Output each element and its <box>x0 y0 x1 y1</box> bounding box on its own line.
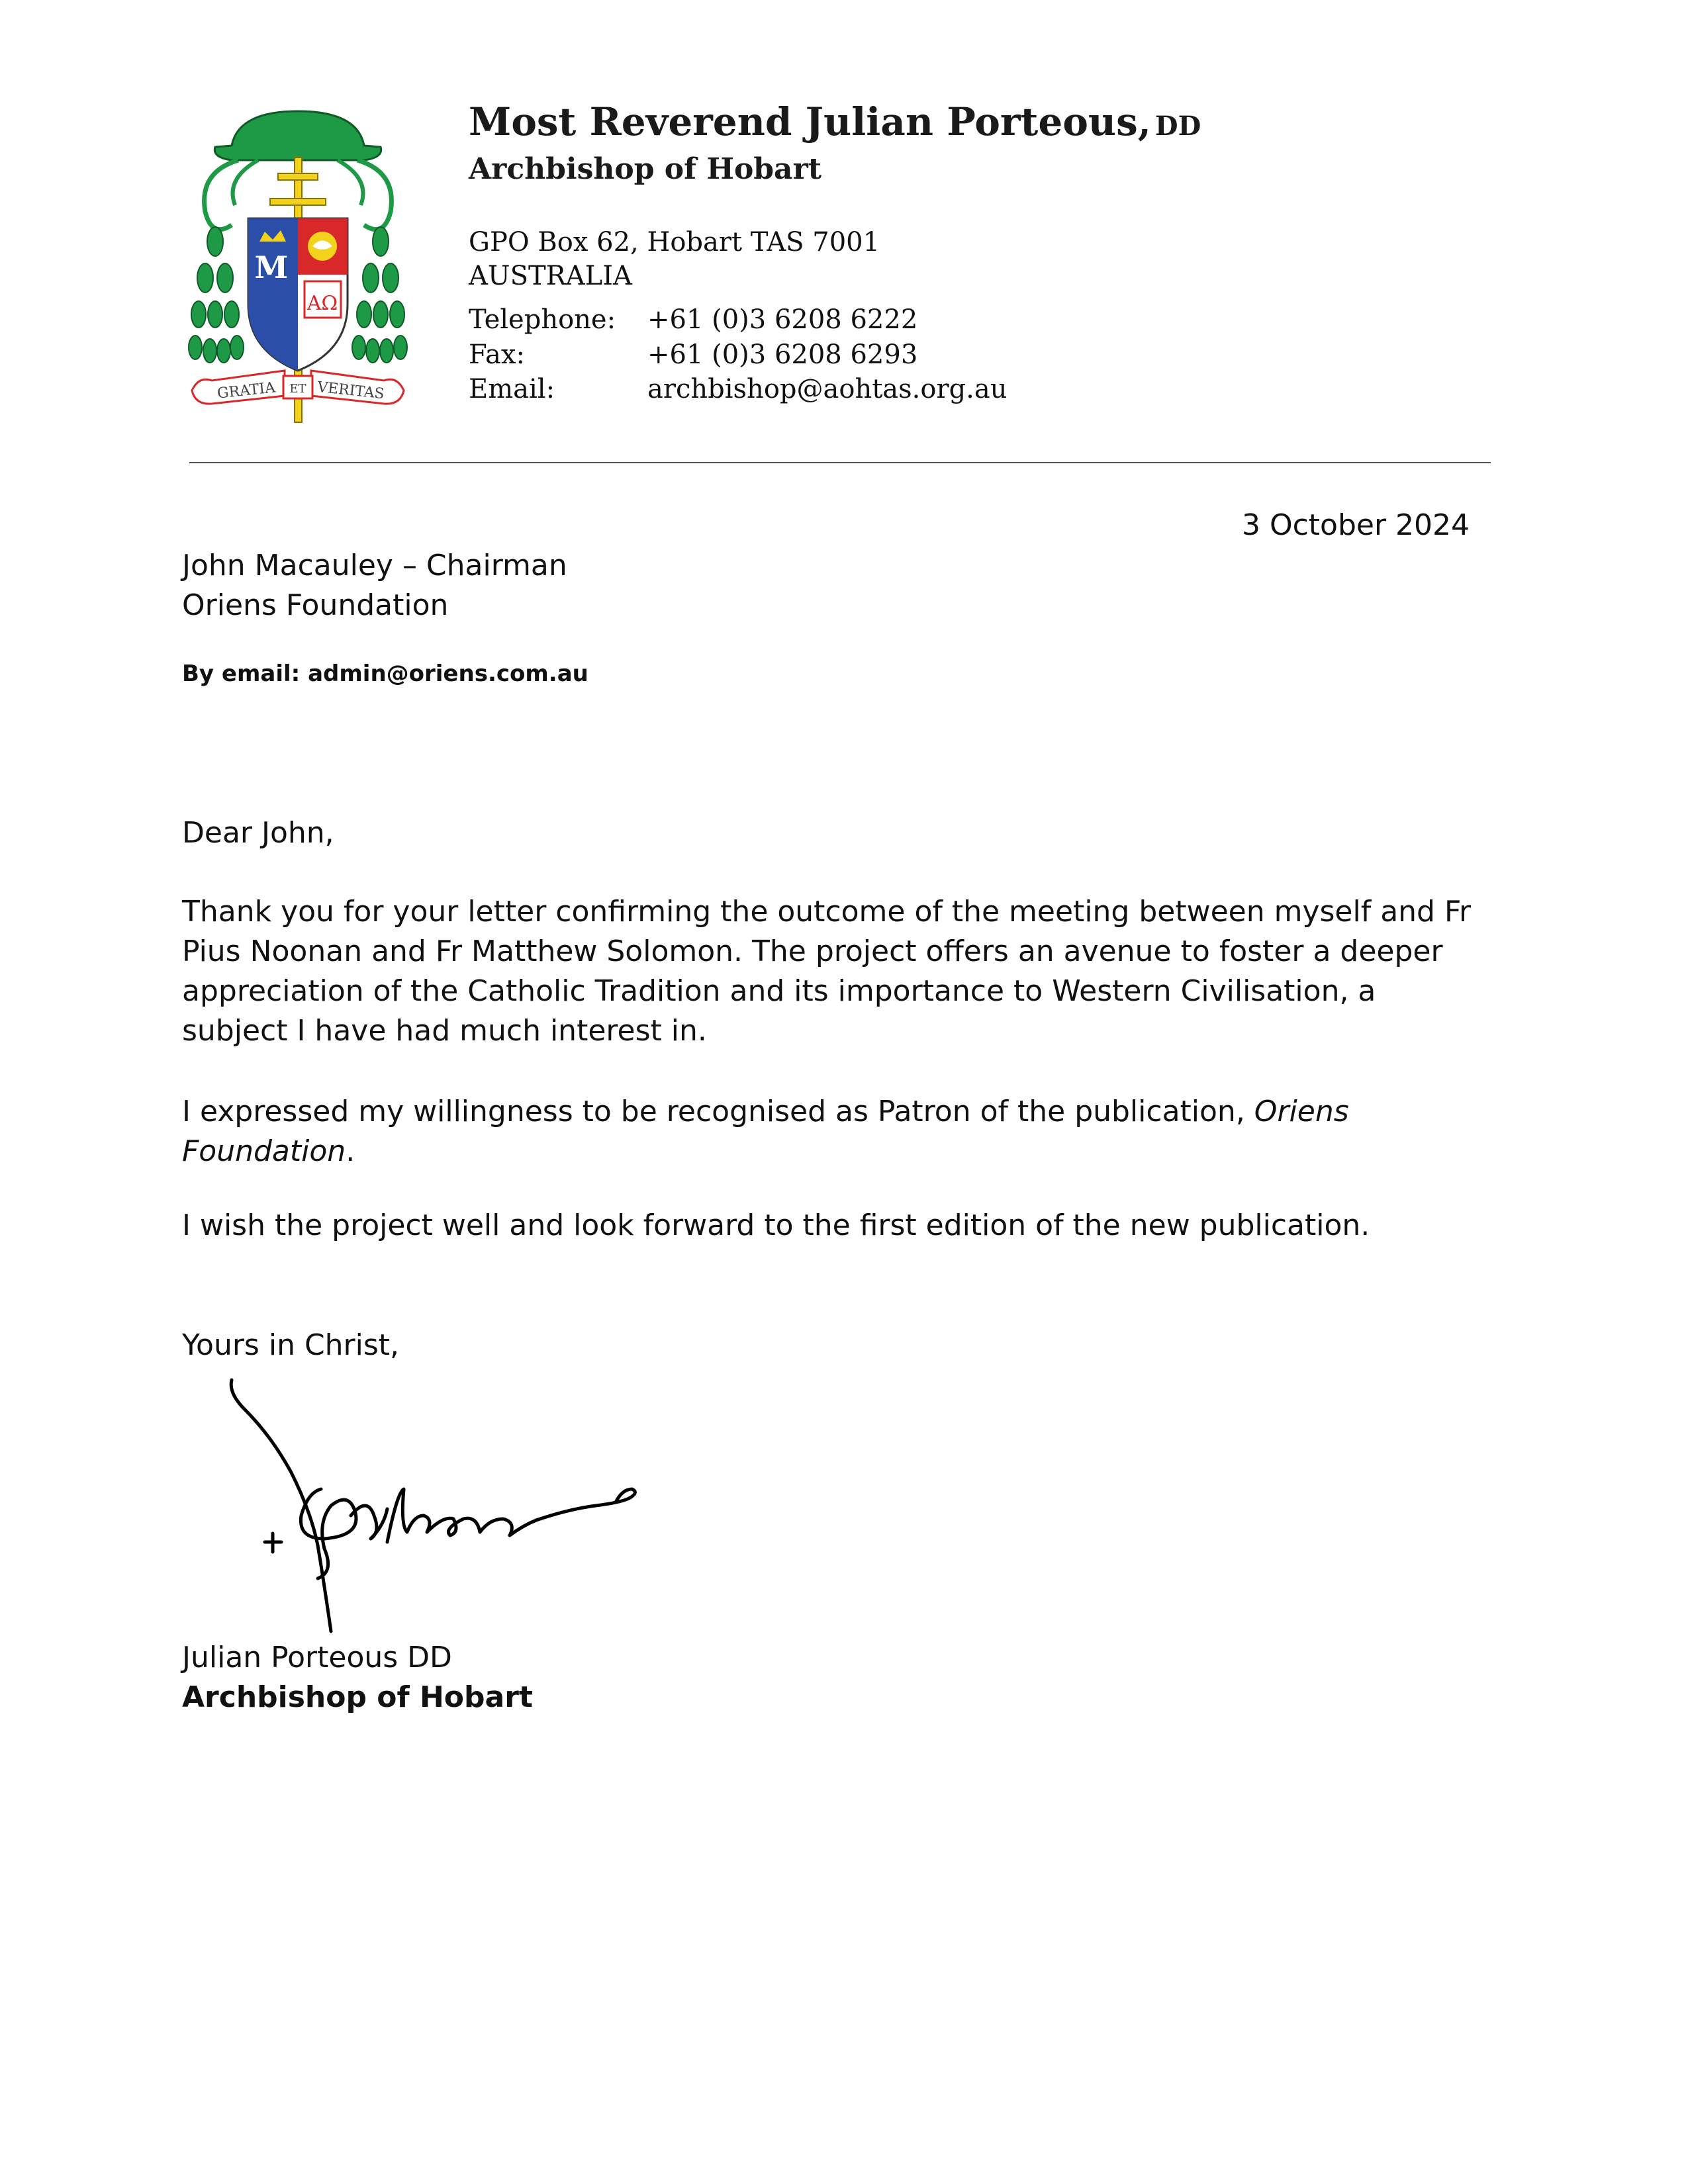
galero-hat-icon <box>214 111 381 160</box>
paragraph-1-line: Pius Noonan and Fr Matthew Solomon. The project offers an avenue to foster a deeper <box>182 934 1443 968</box>
letterhead-name-text: Most Reverend Julian Porteous, <box>469 99 1151 144</box>
recipient-organisation: Oriens Foundation <box>182 588 449 622</box>
email-value: archbishop@aohtas.org.au <box>647 374 1008 404</box>
letter-date: 3 October 2024 <box>1241 508 1470 542</box>
paragraph-2-end: . <box>346 1134 355 1168</box>
handwritten-signature <box>225 1373 662 1638</box>
header-divider <box>189 462 1491 463</box>
telephone-label: Telephone: <box>469 304 616 335</box>
address-line-1: GPO Box 62, Hobart TAS 7001 <box>469 227 880 257</box>
address-line-2: AUSTRALIA <box>469 261 632 291</box>
paragraph-1-line: subject I have had much interest in. <box>182 1014 707 1048</box>
paragraph-1 <box>182 892 1471 1051</box>
fax-value: +61 (0)3 6208 6293 <box>647 340 918 370</box>
email-row <box>469 374 1008 404</box>
paragraph-1-line: Thank you for your letter confirming the outcome of the meeting between myself and Fr <box>182 895 1472 929</box>
shield-icon <box>248 218 348 371</box>
by-email-line: By email: admin@oriens.com.au <box>182 660 588 687</box>
coat-of-arms-logo <box>185 99 410 430</box>
paragraph-3: I wish the project well and look forward to the first edition of the new publication. <box>182 1208 1370 1242</box>
paragraph-2-line-1 <box>182 1092 1349 1132</box>
tassels-right-icon <box>352 227 407 363</box>
letterhead-postnominal: DD <box>1154 111 1201 142</box>
salutation: Dear John, <box>182 816 334 850</box>
signer-title: Archbishop of Hobart <box>182 1680 533 1714</box>
email-label: Email: <box>469 374 555 404</box>
publication-name-part-2: Foundation <box>182 1134 346 1168</box>
tassels-left-icon <box>189 227 244 363</box>
motto-right: VERITAS <box>316 379 385 403</box>
letterhead-title: Archbishop of Hobart <box>469 152 822 186</box>
fax-row <box>469 340 917 370</box>
paragraph-2-line-2 <box>182 1132 1349 1171</box>
paragraph-1-line: appreciation of the Catholic Tradition and its importance to Western Civilisation, a <box>182 974 1376 1008</box>
signer-name: Julian Porteous DD <box>182 1641 452 1674</box>
motto-banner-icon <box>192 371 404 404</box>
svg-text:M: M <box>254 250 289 285</box>
fax-label: Fax: <box>469 340 525 370</box>
motto-center: ET <box>289 382 306 396</box>
telephone-row <box>469 304 917 335</box>
svg-text:AΩ: AΩ <box>306 292 338 315</box>
recipient-name: John Macauley – Chairman <box>182 549 567 582</box>
publication-name-part-1: Oriens <box>1254 1095 1349 1128</box>
letterhead-name <box>469 99 1201 144</box>
paragraph-2-text: I expressed my willingness to be recognised as Patron of the publication, <box>182 1095 1254 1128</box>
paragraph-2 <box>182 1092 1349 1171</box>
telephone-value: +61 (0)3 6208 6222 <box>647 304 918 335</box>
motto-left: GRATIA <box>216 379 277 402</box>
closing: Yours in Christ, <box>182 1328 400 1362</box>
